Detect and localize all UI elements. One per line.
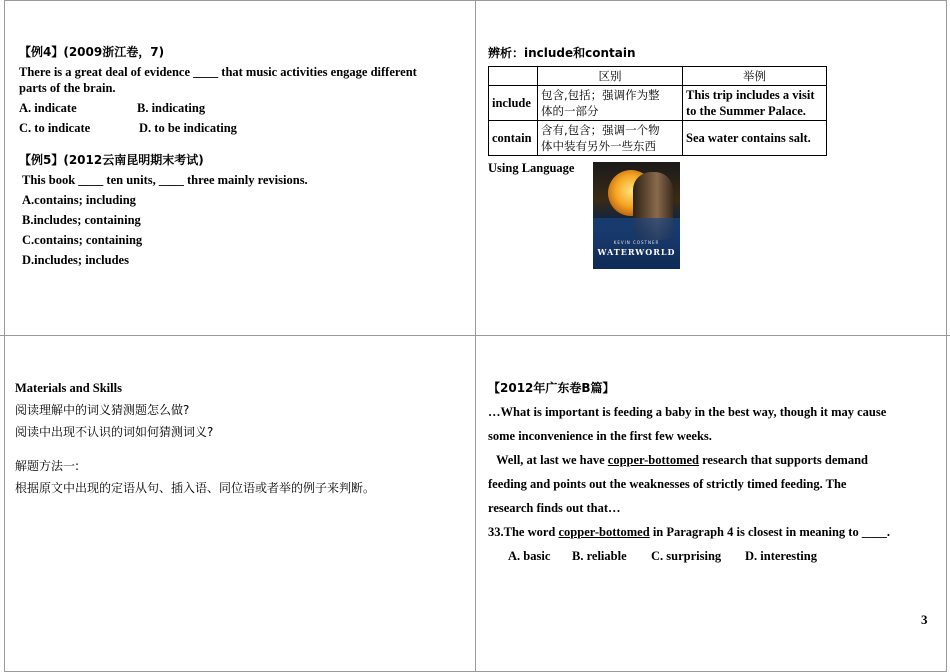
table-cell-example: This trip includes a visit to the Summer Palace. [683,86,827,121]
using-language-label: Using Language [488,161,575,175]
comparison-title: 辨析：include和contain [488,46,636,60]
section-title: Materials and Skills [15,381,122,395]
method-text: 根据原文中出现的定语从句、插入语、同位语或者举的例子来判断。 [15,481,376,495]
question-2: 阅读中出现不认识的词如何猜测词义? [15,425,214,439]
example-4-stem-line-2: parts of the brain. [19,81,116,95]
table-cell-difference: 包含,包括；强调作为整 体的一部分 [538,86,683,121]
option-c: C. to indicate [19,121,91,135]
example-4 [19,42,417,138]
materials-and-skills [15,378,375,498]
method-title: 解题方法一: [15,459,80,473]
question-1: 阅读理解中的词义猜测题怎么做? [15,403,190,417]
underlined-word: copper-bottomed [558,525,650,539]
table-cell-word: include [489,86,538,121]
example-4-options-cd [19,118,417,138]
vertical-divider [475,0,476,672]
passage-line: Well, at last we have copper-bottomed research that supports demand [496,453,868,467]
example-5-title: 【例5】(2012云南昆明期末考试) [19,153,204,167]
example-5-stem: This book ____ ten units, ____ three mainly revisions. [22,173,308,187]
example-5-option-d: D.includes; includes [22,253,129,267]
option-b: B. indicating [137,101,206,115]
horizontal-divider [0,335,950,336]
table-cell-difference: 含有,包含；强调一个物 体中装有另外一些东西 [538,121,683,156]
option-b: B. reliable [572,549,627,563]
example-5-option-c: C.contains; containing [22,233,143,247]
example-4-stem-line-1: There is a great deal of evidence ____ that music activities engage different [19,65,417,79]
passage-title: 【2012年广东卷B篇】 [488,381,615,395]
reading-passage [488,378,890,566]
table-cell-word: contain [489,121,538,156]
example-4-title: 【例4】(2009浙江卷，7) [19,45,165,59]
waterworld-poster-image [593,162,680,269]
option-c: C. surprising [651,549,722,563]
example-5-option-a: A.contains; including [22,193,136,207]
table-header-cell [489,67,538,86]
example-5-option-b: B.includes; containing [22,213,141,227]
table-row [489,86,827,121]
poster-film-title: WATERWORLD [597,247,676,257]
passage-line: research finds out that… [488,501,621,515]
comparison-table [488,66,827,156]
example-5 [19,150,308,270]
table-cell-example: Sea water contains salt. [683,121,827,156]
passage-line: …What is important is feeding a baby in the best way, though it may cause [488,405,887,419]
option-a: A. indicate [19,101,77,115]
table-row [489,121,827,156]
passage-line: feeding and points out the weaknesses of strictly timed feeding. The [488,477,847,491]
underlined-word: copper-bottomed [607,453,699,467]
passage-line: some inconvenience in the first few weeks. [488,429,712,443]
option-d: D. interesting [745,549,817,563]
table-header-cell: 区别 [538,67,683,86]
example-4-options-ab [19,98,417,118]
option-a: A. basic [508,549,551,563]
question-33-options [488,546,890,566]
question-33: 33.The word copper-bottomed in Paragraph 4 is closest in meaning to ____. [488,525,890,539]
table-header-cell: 举例 [683,67,827,86]
poster-actor-name: KEVIN COSTNER [613,240,660,245]
page-number: 3 [921,612,928,627]
option-d: D. to be indicating [139,121,237,135]
table-header-row [489,67,827,86]
